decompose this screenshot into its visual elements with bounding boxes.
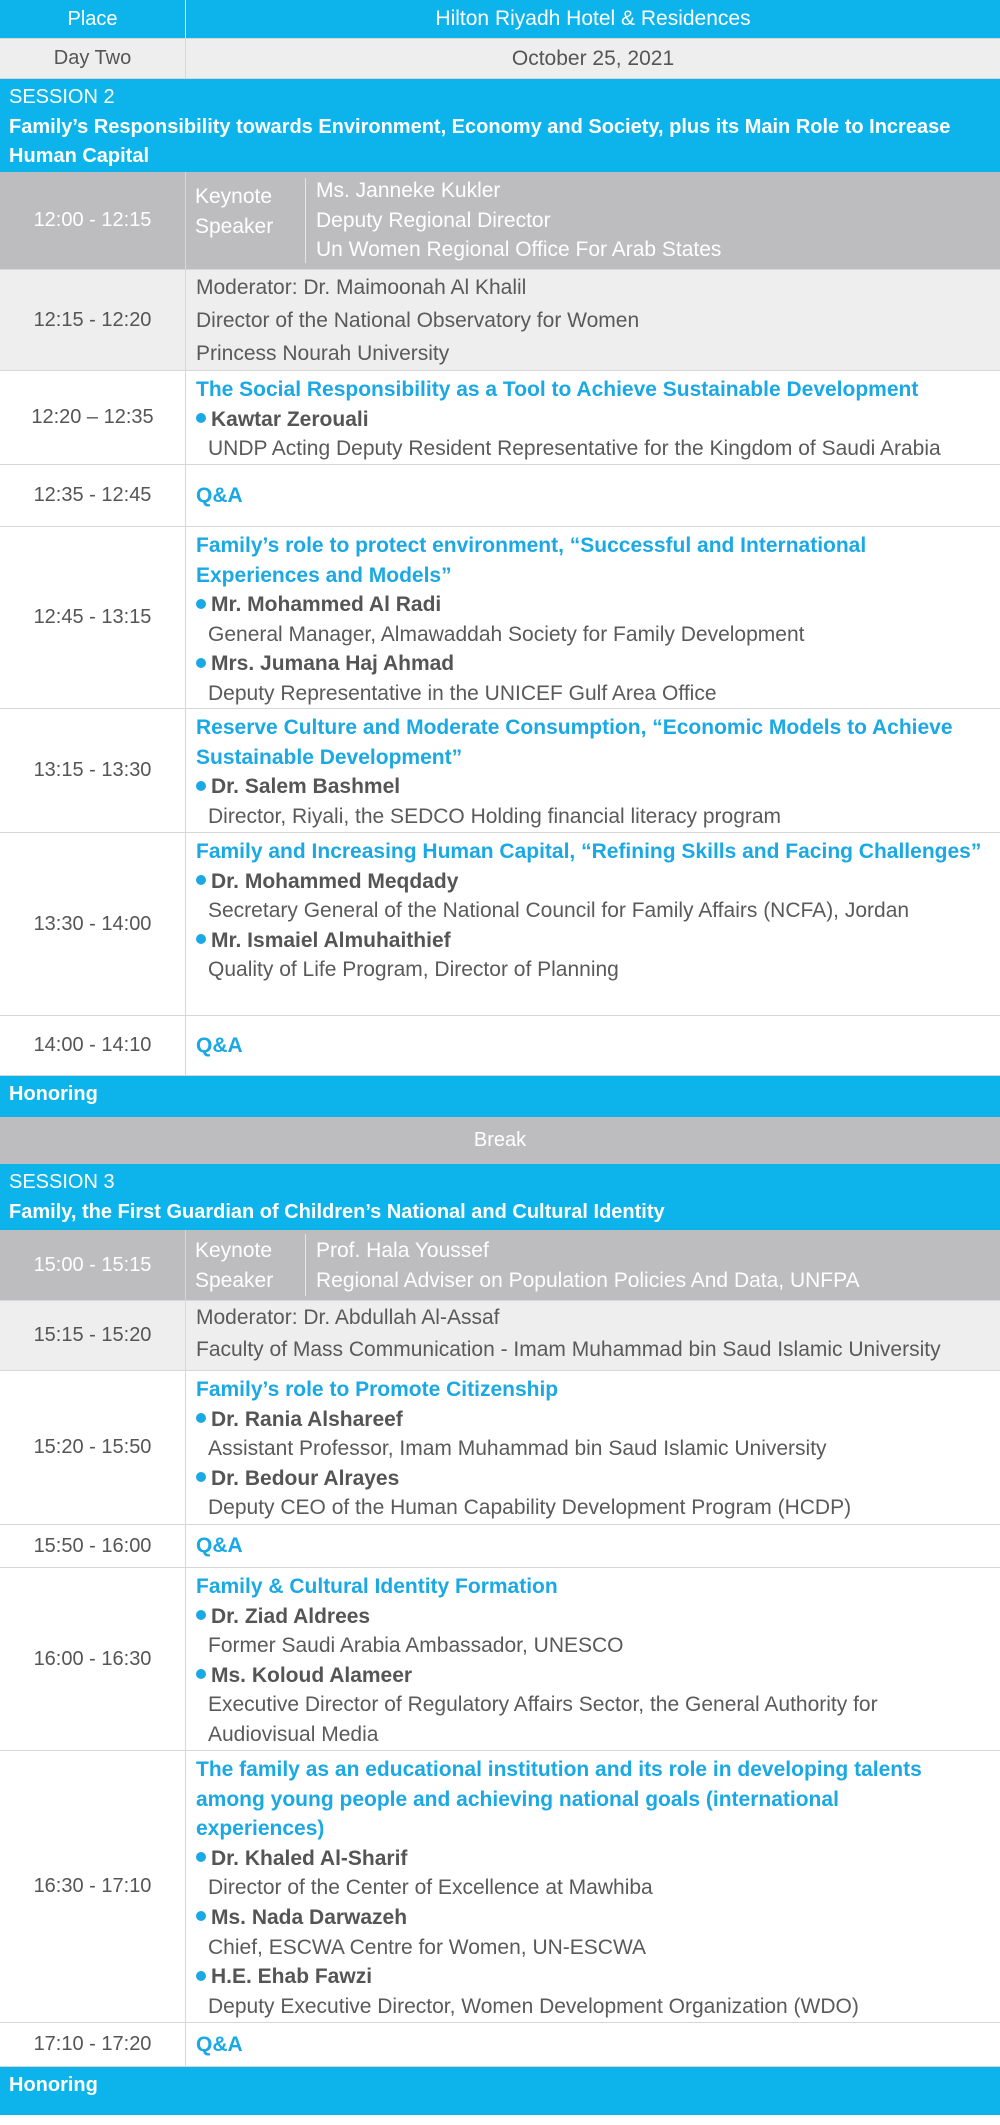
keynote-speaker	[306, 172, 1000, 269]
speaker-name: Dr. Khaled Al-Sharif	[196, 1844, 990, 1874]
speaker-name: Mr. Ismaiel Almuhaithief	[196, 926, 990, 956]
speaker-name: Ms. Koloud Alameer	[196, 1661, 990, 1691]
item-title: Q&A	[196, 1534, 243, 1558]
moderator-org: Faculty of Mass Communication - Imam Muhammad bin Saud Islamic University	[196, 1338, 941, 1361]
speaker-affiliation: Secretary General of the National Council for Family Affairs (NCFA), Jordan	[208, 899, 910, 923]
item-title: Family’s role to protect environment, “Successful and International Experiences and Models”	[196, 534, 867, 587]
item-title: The Social Responsibility as a Tool to Achieve Sustainable Development	[196, 378, 919, 401]
speaker-affiliation: General Manager, Almawaddah Society for Family Development	[208, 622, 805, 646]
speaker-affiliation: Former Saudi Arabia Ambassador, UNESCO	[208, 1634, 624, 1658]
item-title: Q&A	[196, 483, 243, 507]
item-title: Q&A	[196, 1033, 243, 1057]
item-content	[186, 709, 1000, 832]
item-time: 15:20 - 15:50	[0, 1371, 186, 1524]
break-row: Break	[0, 1117, 1000, 1164]
session-2-header	[0, 79, 1000, 172]
bullet-icon	[196, 1971, 206, 1981]
agenda-item	[0, 709, 1000, 833]
agenda-item	[0, 1751, 1000, 2023]
keynote-speaker-org: Un Women Regional Office For Arab States	[316, 238, 722, 262]
moderator-name: Moderator: Dr. Abdullah Al-Assaf	[196, 1306, 500, 1329]
bullet-icon	[196, 1610, 206, 1620]
agenda-item-qa	[0, 2023, 1000, 2067]
bullet-icon	[196, 413, 206, 423]
bullet-icon	[196, 1911, 206, 1921]
item-time: 16:00 - 16:30	[0, 1568, 186, 1750]
item-time: 14:00 - 14:10	[0, 1016, 186, 1075]
speaker-name: Mrs. Jumana Haj Ahmad	[196, 649, 990, 679]
place-label: Place	[0, 0, 186, 38]
bullet-icon	[196, 1413, 206, 1423]
session-3-moderator-row	[0, 1301, 1000, 1371]
item-time: 13:30 - 14:00	[0, 833, 186, 1015]
speaker-affiliation: Director, Riyali, the SEDCO Holding financial literacy program	[208, 804, 782, 828]
keynote-time: 12:00 - 12:15	[0, 172, 186, 269]
item-content	[186, 371, 1000, 464]
moderator-name: Moderator: Dr. Maimoonah Al Khalil	[196, 276, 527, 299]
session-3-keynote-row	[0, 1230, 1000, 1301]
bullet-icon	[196, 781, 206, 791]
speaker-affiliation: Executive Director of Regulatory Affairs Sector, the General Authority for Audiovisual Media	[208, 1693, 878, 1746]
day-value: October 25, 2021	[511, 47, 675, 70]
speaker-name: Kawtar Zerouali	[196, 405, 990, 435]
speaker-name: Dr. Ziad Aldrees	[196, 1602, 990, 1632]
speaker-affiliation: UNDP Acting Deputy Resident Representative for the Kingdom of Saudi Arabia	[208, 437, 941, 461]
day-row	[0, 39, 1000, 79]
agenda-item-qa	[0, 465, 1000, 527]
session-3-header	[0, 1164, 1000, 1230]
speaker-name: Dr. Mohammed Meqdady	[196, 867, 990, 897]
agenda-item	[0, 527, 1000, 709]
session-3-honoring: Honoring	[0, 2067, 1000, 2115]
place-row	[0, 0, 1000, 39]
day-label: Day Two	[0, 39, 186, 78]
agenda-item	[0, 1568, 1000, 1751]
keynote-speaker-title: Deputy Regional Director	[316, 208, 551, 232]
speaker-affiliation: Deputy CEO of the Human Capability Development Program (HCDP)	[208, 1496, 852, 1520]
moderator-org: Princess Nourah University	[196, 342, 450, 365]
item-content	[186, 1568, 1000, 1750]
keynote-speaker-name: Prof. Hala Youssef	[316, 1239, 489, 1262]
agenda-item	[0, 371, 1000, 465]
item-time: 17:10 - 17:20	[0, 2023, 186, 2066]
bullet-icon	[196, 1472, 206, 1482]
item-content	[186, 527, 1000, 708]
speaker-affiliation: Quality of Life Program, Director of Planning	[208, 958, 619, 982]
item-time: 12:45 - 13:15	[0, 527, 186, 708]
moderator-info	[186, 270, 1000, 370]
session-2-number: SESSION 2	[9, 86, 115, 108]
item-title: Family and Increasing Human Capital, “Refining Skills and Facing Challenges”	[196, 840, 982, 863]
item-title: Family’s role to Promote Citizenship	[196, 1378, 559, 1401]
item-content	[186, 1371, 1000, 1524]
session-2-honoring: Honoring	[0, 1076, 1000, 1117]
session-2-keynote-row	[0, 172, 1000, 270]
bullet-icon	[196, 1852, 206, 1862]
agenda-item-qa	[0, 1525, 1000, 1568]
item-time: 13:15 - 13:30	[0, 709, 186, 832]
item-content	[186, 1751, 1000, 2022]
item-time: 12:20 – 12:35	[0, 371, 186, 464]
item-title: Q&A	[196, 2032, 243, 2056]
moderator-title: Director of the National Observatory for Women	[196, 309, 640, 332]
session-3-number: SESSION 3	[9, 1171, 115, 1193]
agenda-item-qa	[0, 1016, 1000, 1076]
speaker-name: Dr. Bedour Alrayes	[196, 1464, 990, 1494]
keynote-speaker-title: Regional Adviser on Population Policies And Data, UNFPA	[316, 1268, 860, 1292]
keynote-label: Keynote Speaker	[186, 1234, 306, 1296]
speaker-affiliation: Deputy Executive Director, Women Development Organization (WDO)	[208, 1994, 859, 2018]
item-time: 15:50 - 16:00	[0, 1525, 186, 1567]
item-time: 12:35 - 12:45	[0, 465, 186, 526]
moderator-info	[186, 1301, 1000, 1370]
bullet-icon	[196, 875, 206, 885]
item-time: 16:30 - 17:10	[0, 1751, 186, 2022]
bullet-icon	[196, 1669, 206, 1679]
bullet-icon	[196, 599, 206, 609]
session-3-title: Family, the First Guardian of Children’s National and Cultural Identity	[9, 1200, 665, 1223]
item-content	[186, 833, 1000, 1015]
session-2-moderator-row	[0, 270, 1000, 371]
speaker-affiliation: Director of the Center of Excellence at Mawhiba	[208, 1876, 653, 1900]
item-title: Family & Cultural Identity Formation	[196, 1575, 558, 1598]
speaker-name: H.E. Ehab Fawzi	[196, 1962, 990, 1992]
speaker-name: Dr. Rania Alshareef	[196, 1405, 990, 1435]
speaker-name: Ms. Nada Darwazeh	[196, 1903, 990, 1933]
agenda-item	[0, 833, 1000, 1016]
keynote-label: Keynote Speaker	[186, 178, 306, 263]
place-value: Hilton Riyadh Hotel & Residences	[435, 7, 751, 30]
keynote-speaker-name: Ms. Janneke Kukler	[316, 179, 501, 202]
speaker-affiliation: Chief, ESCWA Centre for Women, UN-ESCWA	[208, 1935, 646, 1959]
keynote-speaker	[306, 1230, 1000, 1300]
speaker-affiliation: Deputy Representative in the UNICEF Gulf Area Office	[208, 681, 717, 705]
speaker-name: Dr. Salem Bashmel	[196, 772, 990, 802]
agenda-item	[0, 1371, 1000, 1525]
session-2-title: Family’s Responsibility towards Environment, Economy and Society, plus its Main Role to Increase Human Capital	[9, 115, 951, 167]
item-title: Reserve Culture and Moderate Consumption, “Economic Models to Achieve Sustainable Development”	[196, 716, 953, 769]
speaker-name: Mr. Mohammed Al Radi	[196, 590, 990, 620]
bullet-icon	[196, 658, 206, 668]
keynote-time: 15:00 - 15:15	[0, 1230, 186, 1300]
bullet-icon	[196, 934, 206, 944]
speaker-affiliation: Assistant Professor, Imam Muhammad bin Saud Islamic University	[208, 1437, 827, 1461]
item-title: The family as an educational institution and its role in developing talents among young people and achieving national goals (international experiences)	[196, 1758, 922, 1841]
moderator-time: 12:15 - 12:20	[0, 270, 186, 370]
moderator-time: 15:15 - 15:20	[0, 1301, 186, 1370]
